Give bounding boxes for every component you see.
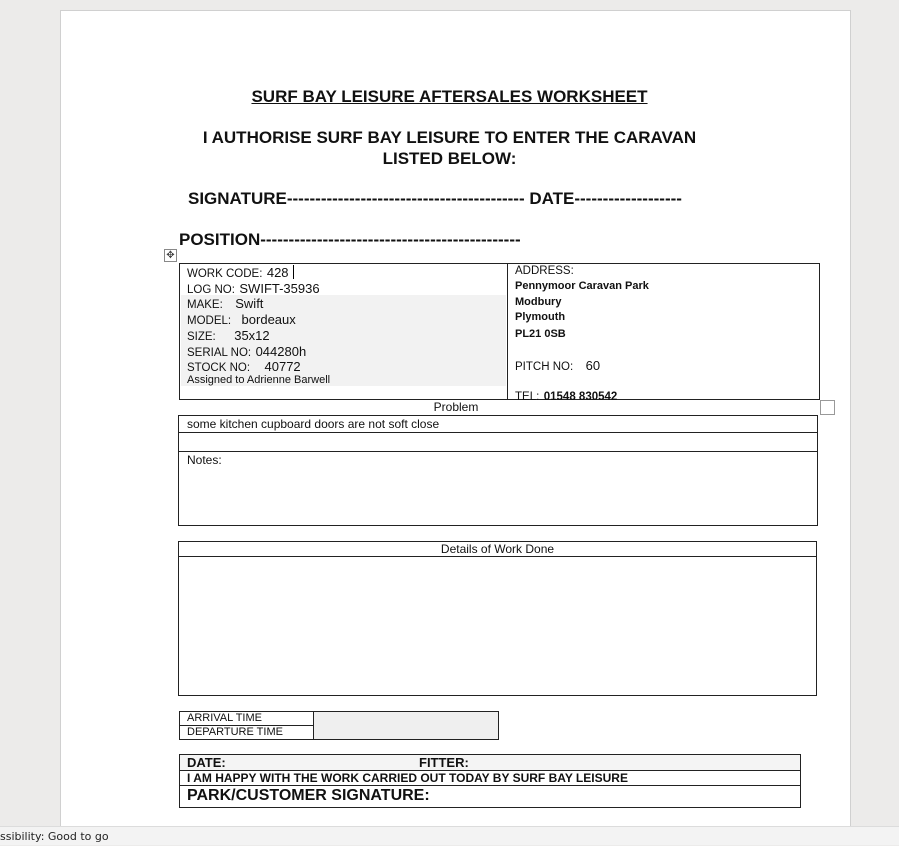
authorise-line-1: I AUTHORISE SURF BAY LEISURE TO ENTER THE CARAVAN xyxy=(202,128,697,147)
position-line: POSITION---------------------------------------------- xyxy=(179,230,521,249)
customer-signature-label: PARK/CUSTOMER SIGNATURE: xyxy=(187,787,430,804)
work-code-row[interactable]: WORK CODE: 428 xyxy=(187,264,294,282)
authorise-line-2: LISTED BELOW: xyxy=(382,149,517,168)
work-done-table xyxy=(178,541,817,696)
problem-divider-2 xyxy=(178,451,818,452)
arrival-time-label: ARRIVAL TIME xyxy=(187,712,262,724)
table-divider xyxy=(507,263,508,400)
status-bar xyxy=(0,826,899,845)
notes-label: Notes: xyxy=(187,453,222,467)
tel-row: TEL: 01548 830542 xyxy=(515,391,618,403)
table-move-handle-icon[interactable]: ✥ xyxy=(164,249,177,262)
address-label: ADDRESS: xyxy=(515,265,574,277)
work-done-divider xyxy=(178,556,817,557)
model-row: MODEL: bordeaux xyxy=(187,312,296,327)
make-row: MAKE: Swift xyxy=(187,296,264,311)
times-shading xyxy=(314,712,498,739)
log-no-row: LOG NO: SWIFT-35936 xyxy=(187,281,320,296)
serial-row: SERIAL NO: 044280h xyxy=(187,344,307,359)
stock-row: STOCK NO: 40772 xyxy=(187,359,301,374)
accessibility-status[interactable]: ssibility: Good to go xyxy=(0,830,109,843)
problem-heading: Problem xyxy=(433,400,479,414)
fitter-label: FITTER: xyxy=(419,755,469,770)
address-line-2: Modbury xyxy=(515,296,562,308)
address-line-3: Plymouth xyxy=(515,311,566,323)
text-cursor xyxy=(293,265,294,279)
pitch-row: PITCH NO: 60 xyxy=(515,358,601,373)
size-row: SIZE: 35x12 xyxy=(187,328,270,343)
worksheet-title: SURF BAY LEISURE AFTERSALES WORKSHEET xyxy=(251,87,648,106)
signature-line: SIGNATURE------------------------------------------ DATE------------------- xyxy=(188,189,682,208)
happy-statement: I AM HAPPY WITH THE WORK CARRIED OUT TODAY BY SURF BAY LEISURE xyxy=(187,771,628,785)
departure-time-label: DEPARTURE TIME xyxy=(187,726,283,738)
problem-text[interactable]: some kitchen cupboard doors are not soft close xyxy=(187,417,440,431)
date-label: DATE: xyxy=(187,755,226,770)
address-line-4: PL21 0SB xyxy=(515,328,566,340)
work-done-heading: Details of Work Done xyxy=(440,542,555,556)
signoff-divider-2 xyxy=(179,785,801,786)
table-end-marker xyxy=(820,400,835,415)
address-line-1: Pennymoor Caravan Park xyxy=(515,280,649,292)
problem-divider-1 xyxy=(178,432,818,433)
assigned-to: Assigned to Adrienne Barwell xyxy=(187,374,331,386)
signoff-shading xyxy=(180,755,800,770)
